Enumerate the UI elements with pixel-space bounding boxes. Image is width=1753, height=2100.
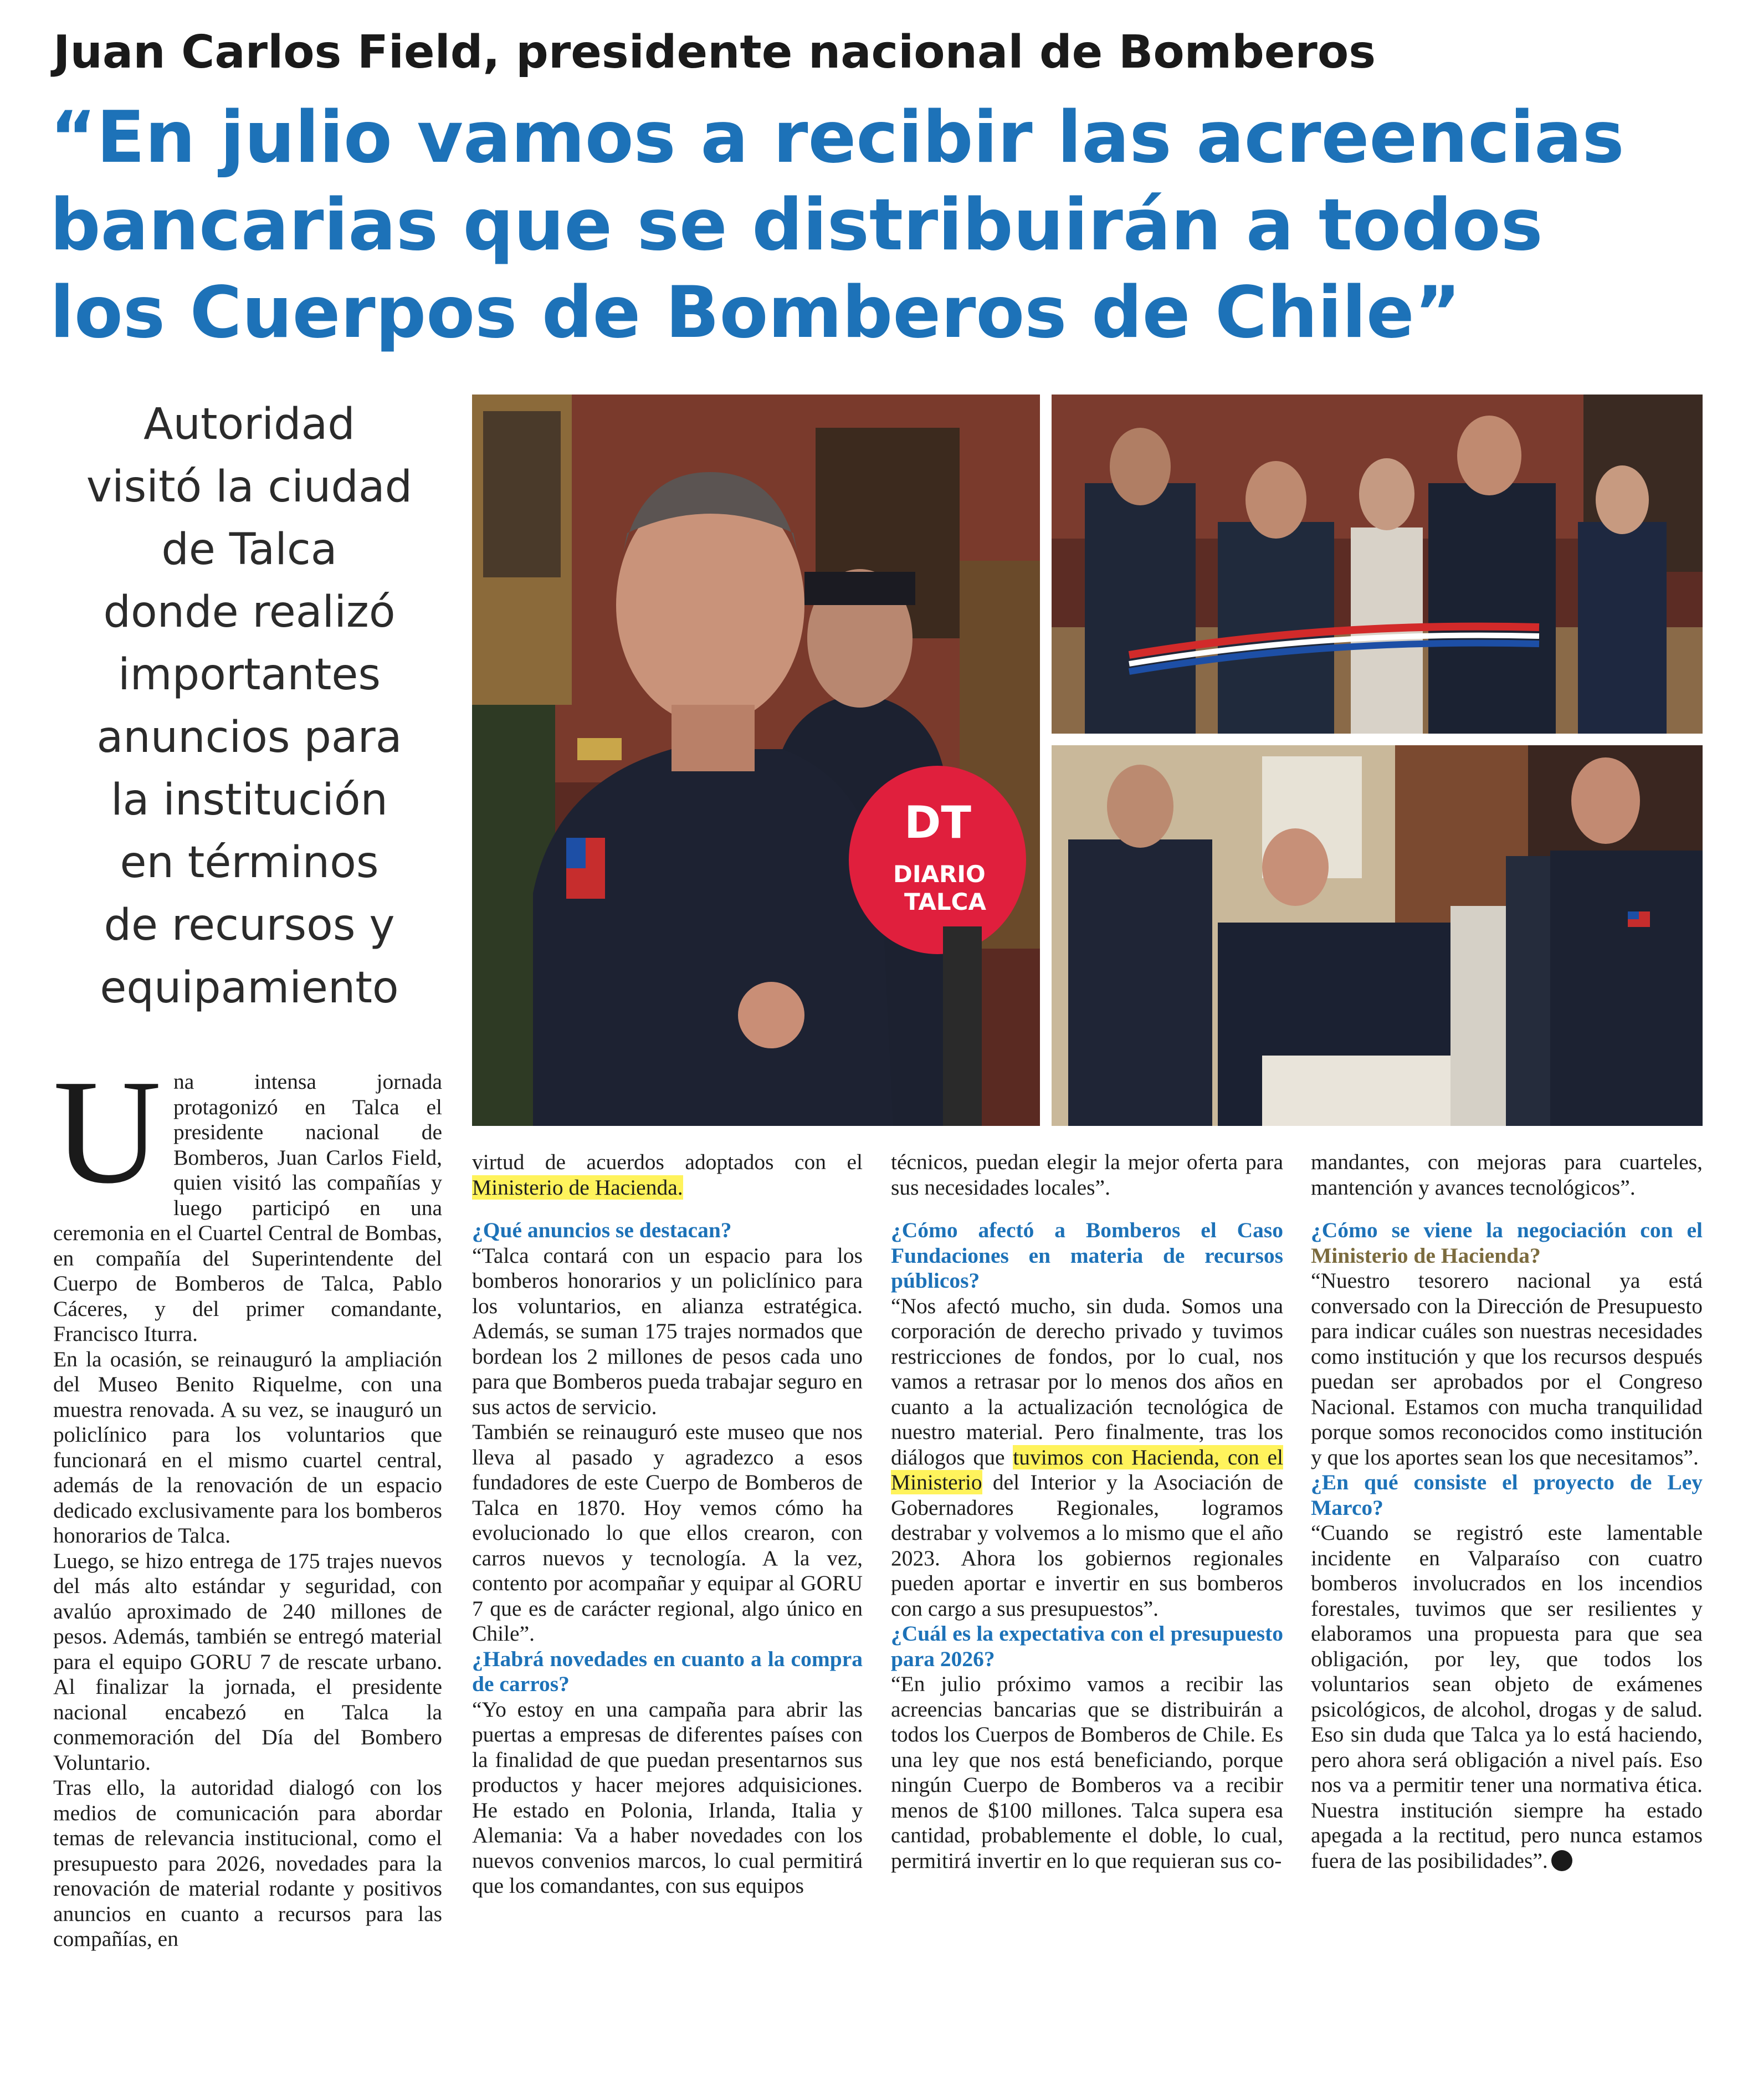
mic-label-dt: DT <box>904 797 971 848</box>
answer-paragraph: “En julio próximo vamos a recibir las acreencias bancarias que se distribuirán a todos los Cuerpos de Bomberos de Chile. Es una ley que nos está beneficiando, porque ningún Cuerpo de Bomberos va a recibir menos de $100 millones. Talca supera esa cantidad, probablemente el doble, lo cual, permitirá invertir en lo que requieran sus co- <box>891 1672 1283 1873</box>
deck-line: de recursos y <box>104 900 395 950</box>
headline-line-3: los Cuerpos de Bomberos de Chile” <box>50 272 1461 354</box>
headline-line-1: “En julio vamos a recibir las acreencias <box>50 96 1624 179</box>
question-heading <box>1311 1218 1703 1268</box>
answer-text: “Cuando se registró este lamentable incidente en Valparaíso con cuatro bomberos involucrados en los incendios forestales, tuvimos que ser resilientes y elaboramos una propuesta para que sea obligación, por ley, que todos los voluntarios sean objeto de exámenes psicológicos, de alcohol, drogas y de salud. Eso sin duda que Talca ya lo está haciendo, pero ahora será obligación a nivel país. Eso nos va a permitir tener una normativa ética. Nuestra institución siempre ha estado apegada a la rectitud, pero nunca estamos fuera de las posibilidades”. <box>1311 1520 1703 1873</box>
answer-paragraph <box>1311 1520 1703 1873</box>
deck-line: importantes <box>118 650 381 700</box>
question-heading: ¿Cómo afectó a Bomberos el Caso Fundaciones en materia de recursos públicos? <box>891 1218 1283 1293</box>
article-paragraph: En la ocasión, se reinauguró la ampliación del Museo Benito Riquelme, con una muestra renovada. A su vez, se inauguró un policlínico para los voluntarios que funcionará en el mismo cuartel central, además de la renovación de un espacio dedicado exclusivamente para los bomberos honorarios de Talca. <box>53 1346 442 1548</box>
headline-line-2: bancarias que se distribuirán a todos <box>50 184 1543 267</box>
dropcap: U <box>53 1049 161 1215</box>
article-paragraph: técnicos, puedan elegir la mejor oferta para sus necesidades locales”. <box>891 1150 1283 1200</box>
article-column-2 <box>472 1150 863 1899</box>
question-heading: ¿Qué anuncios se destacan? <box>472 1218 732 1242</box>
highlight-ministerio: Ministerio de Hacienda. <box>472 1175 683 1200</box>
deck-line: Autoridad <box>143 399 355 449</box>
answer-paragraph <box>891 1294 1283 1622</box>
article-paragraph <box>472 1150 863 1200</box>
question-heading: ¿En qué consiste el proyecto de Ley Marco? <box>1311 1470 1703 1520</box>
article-paragraph: Tras ello, la autoridad dialogó con los medios de comunicación para abordar temas de relevancia institucional, como el presupuesto para 2026, novedades para la renovación de material rodante y positivos anuncios en cuanto a recursos para las compañías, en <box>53 1775 442 1951</box>
ribbon-cutting-photo <box>1052 395 1703 734</box>
article-column-3 <box>891 1150 1283 1873</box>
deck-line: de Talca <box>161 525 337 575</box>
deck-line: la institución <box>111 775 388 825</box>
answer-paragraph: También se reinauguró este museo que nos lleva al pasado y agradezco a esos fundadores de este Cuerpo de Bomberos de Talca en 1870. Hoy vemos cómo ha evolucionado lo que ellos crearon, con carros nuevos y tecnología. A la vez, contento por acompañar y equipar al GORU 7 que es de carácter regional, algo único en Chile”. <box>472 1420 863 1646</box>
mic-label-diario: DIARIO <box>893 861 986 888</box>
deck-line: visitó la ciudad <box>86 462 413 512</box>
question-heading: ¿Habrá novedades en cuanto a la compra de carros? <box>472 1646 863 1696</box>
deck-line: en términos <box>120 838 379 888</box>
article-paragraph: Luego, se hizo entrega de 175 trajes nuevos del más alto estándar y seguridad, con avalúo aproximado de 240 millones de pesos. Además, también se entregó material para el equipo GORU 7 de rescate urbano. Al finalizar la jornada, el presidente nacional encabezó en Talca la conmemoración del Día del Bombero Voluntario. <box>53 1548 442 1775</box>
kicker: Juan Carlos Field, presidente nacional de Bomberos <box>53 26 1376 79</box>
question-text: ¿Cómo se viene la negociación con el <box>1311 1218 1703 1242</box>
question-text-highlight: Ministerio de Hacienda? <box>1311 1243 1541 1268</box>
question-heading: ¿Cuál es la expectativa con el presupuesto para 2026? <box>891 1621 1283 1671</box>
signing-photo <box>1052 745 1703 1126</box>
answer-text: “Nos afectó mucho, sin duda. Somos una corporación de derecho privado y tuvimos restricciones de fondos, por lo cual, nos vamos a retrasar por lo menos dos años en cuanto a la actualización tecnológica de nuestro material. Pero finalmente, tras los diálogos que <box>891 1293 1283 1469</box>
answer-text: del Interior y la Asociación de Gobernadores Regionales, logramos destrabar y volvemos a lo mismo que el año 2023. Ahora los gobiernos regionales pueden aportar e invertir en sus bomberos con cargo a sus presupuestos”. <box>891 1470 1284 1621</box>
answer-paragraph: “Yo estoy en una campaña para abrir las puertas a empresas de diferentes países con la finalidad de que puedan presentarnos sus productos y hacer mejores adquisiciones. He estado en Polonia, Irlanda, Italia y Alemania: Va a haber novedades con los nuevos convenios marcos, lo cual permitirá que los comandantes, con sus equipos <box>472 1697 863 1898</box>
end-mark-icon <box>1551 1850 1572 1871</box>
highlight-hacienda: tuvimos con Hacienda, con el Ministerio <box>891 1445 1284 1494</box>
deck <box>61 393 438 1020</box>
headline <box>50 94 1745 357</box>
article-paragraph: na intensa jornada protagonizó en Talca el presidente nacional de Bomberos, Juan Carlos Field, quien visitó las compañías y luego participó en una ceremonia en el Cuartel Central de Bombas, en compañía del Superintendente del Cuerpo de Bomberos de Talca, Pablo Cáceres, y del primer comandante, Francisco Iturra. <box>53 1069 442 1346</box>
article-paragraph: mandantes, con mejoras para cuarteles, mantención y avances tecnológicos”. <box>1311 1150 1703 1200</box>
answer-paragraph: “Talca contará con un espacio para los bomberos honorarios y un policlínico para los voluntarios, en alianza estratégica. Además, se suman 175 trajes normados que bordean los 2 millones de pesos cada uno para que Bomberos pueda trabajar seguro en sus actos de servicio. <box>472 1243 863 1419</box>
intro-text: virtud de acuerdos adoptados con el <box>472 1150 863 1174</box>
article-column-4 <box>1311 1150 1703 1873</box>
deck-line: equipamiento <box>100 963 399 1013</box>
article-column-1 <box>53 1049 442 1952</box>
answer-paragraph: “Nuestro tesorero nacional ya está conversado con la Dirección de Presupuesto para indicar cuáles son nuestras necesidades como institución y que los recursos después puedan ser aprobados por el Congreso Nacional. Estamos con mucha tranquilidad porque somos reconocidos como institución y que los aportes sean los que necesitamos”. <box>1311 1268 1703 1469</box>
main-photo <box>472 395 1040 1126</box>
deck-line: anuncios para <box>96 713 402 762</box>
deck-line: donde realizó <box>103 587 396 637</box>
mic-label-talca: TALCA <box>904 888 986 915</box>
